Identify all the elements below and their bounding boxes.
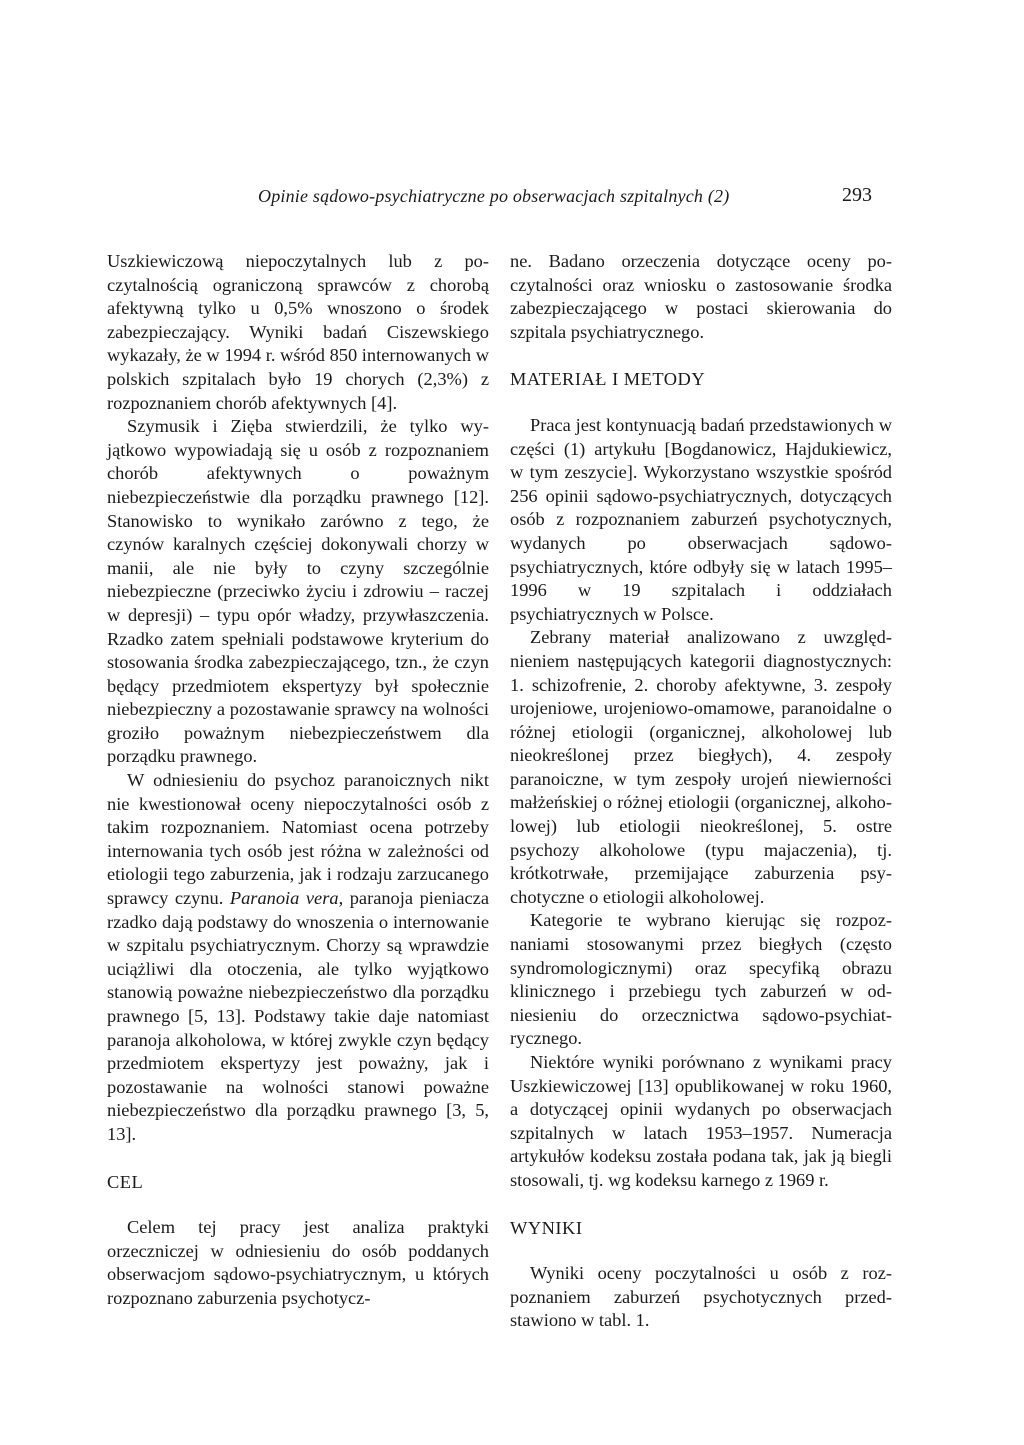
paragraph: Wyniki oceny poczytalności u osób z rozpoznaniem zaburzeń psychotycznych przedstawiono w tabl. 1. [510,1263,892,1331]
right-column [510,250,892,1333]
section-heading-metody: MATERIAŁ I METODY [510,369,706,390]
paragraph-text: , paranoja pieniacza rzadko dają podstawy do wnoszenia o internowanie w szpitalu psychiatrycznym. Chorzy są wprawdzie uciążliwi dla otoczenia, ale tylko wyjątkowo stanowią poważne niebezpieczeństwo dla porządku prawnego [5, 13]. Podstawy takie daje natomiast paranoja alkoholowa, w której zwykle czyn będący przedmiotem ekspertyzy jest poważny, jak i pozostawanie na wolności stanowi poważne niebezpieczeństwo dla porządku prawnego [3, 5, 13]. [107,888,489,1144]
section-heading-cel: CEL [107,1171,144,1192]
page-number: 293 [842,184,872,206]
paragraph-text: W odniesieniu do psychoz paranoicznych nikt nie kwestionował oceny niepoczytalności osób z takim rozpoznaniem. Natomiast ocena potrzeby internowania tych osób jest różna w zależności od etiologii tego zaburzenia, jak i rodzaju zarzucanego sprawcy czynu. [107,770,489,909]
italic-term: Paranoia vera [229,888,339,909]
left-column [107,250,489,1311]
paragraph: Szymusik i Zięba stwierdzili, że tylko wyjątkowo wypowiadają się u osób z rozpoznaniem chorób afektywnych o poważnym niebezpieczeństwie dla porządku prawnego [12]. Stanowisko to wynikało zarówno z tego, że czynów karalnych częściej dokonywali chorzy w manii, ale nie były to czyny szczególnie niebezpieczne (przeciwko życiu i zdrowiu – raczej w depresji) – typu opór władzy, przywłaszczenia. Rzadko zatem spełniali podstawowe kryterium do stosowania środka zabezpieczającego, tzn., że czyn będący przedmiotem ekspertyzy był społecznie niebezpieczny a pozostawanie sprawcy na wolności groziło poważnym niebezpieczeństwem dla porządku prawnego. [107,416,489,767]
paragraph [107,769,489,1147]
paragraph: ne. Badano orzeczenia dotyczące oceny poczytalności oraz wniosku o zastosowanie środka zabezpieczającego w postaci skierowania do szpitala psychiatrycznego. [510,251,892,342]
paragraph: Kategorie te wybrano kierując się rozpoznaniami stosowanymi przez biegłych (często syndromologicznymi) oraz specyfiką obrazu klinicznego i przebiegu tych zaburzeń w odniesieniu do orzecznictwa sądowo-psychiatrycznego. [510,910,892,1049]
paragraph: Niektóre wyniki porównano z wynikami pracy Uszkiewiczowej [13] opublikowanej w roku 1960, a dotyczącej opinii wydanych po obserwacjach szpitalnych w latach 1953–1957. Numeracja artykułów kodeksu została podana tak, jak ją biegli stosowali, tj. wg kodeksu karnego z 1969 r. [510,1052,892,1190]
paragraph: Celem tej pracy jest analiza praktyki orzeczniczej w odniesieniu do osób poddanych obserwacjom sądowo-psychiatrycznym, u których rozpoznano zaburzenia psychotycz- [107,1217,489,1308]
paragraph: Praca jest kontynuacją badań przedstawionych w części (1) artykułu [Bogdanowicz, Hajdukiewicz, w tym zeszycie]. Wykorzystano wszystkie spośród 256 opinii sądowo-psychiatrycznych, dotyczących osób z rozpoznaniem zaburzeń psychotycznych, wydanych po obserwacjach sądowo-psychiatrycznych, które odbyły się w latach 1995–1996 w 19 szpitalach i oddziałach psychiatrycznych w Polsce. [510,414,892,624]
paragraph: Uszkiewiczową niepoczytalnych lub z poczytalnością ograniczoną sprawców z chorobą afektywną tylko u 0,5% wnoszono o środek zabezpieczający. Wyniki badań Ciszewskiego wykazały, że w 1994 r. wśród 850 internowanych w polskich szpitalach było 19 chorych (2,3%) z rozpoznaniem chorób afektywnych [4]. [107,251,489,413]
section-heading-wyniki: WYNIKI [510,1217,583,1238]
running-title: Opinie sądowo-psychiatryczne po obserwacjach szpitalnych (2) [258,186,730,206]
paragraph: Zebrany materiał analizowano z uwzględnieniem następujących kategorii diagnostycznych: 1. schizofrenie, 2. choroby afektywne, 3. zespoły urojeniowe, urojeniowo-omamowe, paranoidalne o różnej etiologii (organicznej, alkoholowej lub nieokreślonej przez biegłych), 4. zespoły paranoiczne, w tym zespoły urojeń niewierności małżeńskiej o różnej etiologii (organicznej, alkoholowej) lub etiologii nieokreślonej, 5. ostre psychozy alkoholowe (typu majaczenia), tj. krótkotrwałe, przemijające zaburzenia psychotyczne o etiologii alkoholowej. [510,627,892,907]
